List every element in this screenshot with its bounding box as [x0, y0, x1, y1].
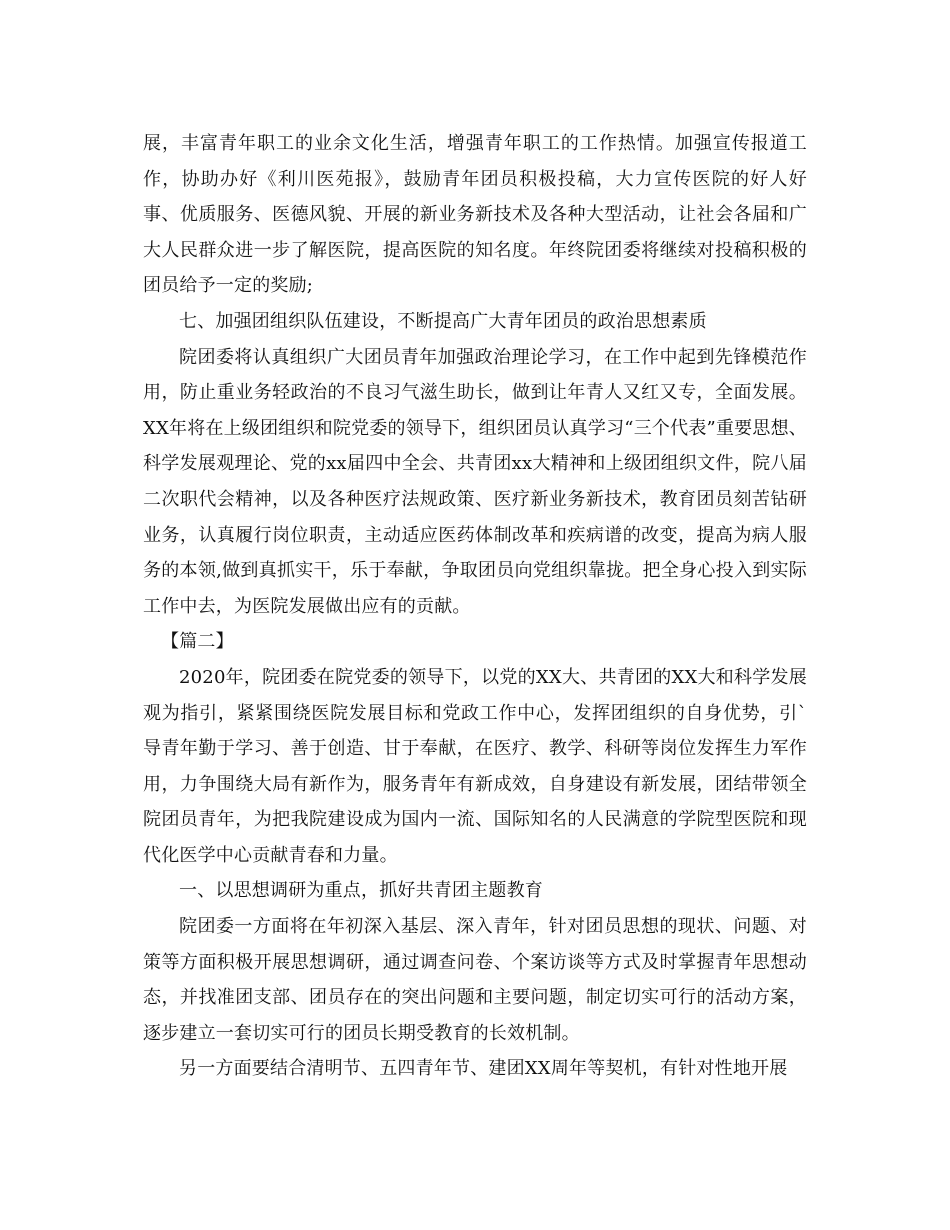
paragraph-2020-overview: 2020年，院团委在院党委的领导下，以党的XX大、共青团的XX大和科学发展观为指引，紧紧围绕医院发展目标和党政工作中心，发挥团组织的自身优势，引`导青年勤于学习、善于创造、甘于奉献，在医疗、教学、科研等岗位发挥生力军作用，力争围绕大局有新作为，服务青年有新成效，自身建设有新发展，团结带领全院团员青年，为把我院建设成为国内一流、国际知名的人民满意的学院型医院和现代化医学中心贡献青春和力量。 [143, 666, 807, 866]
section-heading-one: 一、以思想调研为重点，抓好共青团主题教育 [179, 880, 543, 902]
document-body [143, 126, 807, 1087]
paragraph-thought-research: 院团委一方面将在年初深入基层、深入青年，针对团员思想的现状、问题、对策等方面积极开展思想调研，通过调查问卷、个案访谈等方式及时掌握青年思想动态，并找准团支部、团员存在的突出问题和主要问题，制定切实可行的活动方案，逐步建立一套切实可行的团员长期受教育的长效机制。 [143, 916, 807, 1044]
paragraph-continuation: 展，丰富青年职工的业余文化生活，增强青年职工的工作热情。加强宣传报道工作，协助办好《利川医苑报》，鼓励青年团员积极投稿，大力宣传医院的好人好事、优质服务、医德风貌、开展的新业务新技术及各种大型活动，让社会各届和广大人民群众进一步了解医院，提高医院的知名度。年终院团委将继续对投稿积极的团员给予一定的奖励; [143, 133, 807, 297]
chapter-heading-part-two: 【篇二】 [161, 631, 234, 653]
paragraph-political-study: 院团委将认真组织广大团员青年加强政治理论学习，在工作中起到先锋模范作用，防止重业务轻政治的不良习气滋生助长，做到让年青人又红又专，全面发展。XX年将在上级团组织和院党委的领导下，组织团员认真学习“三个代表”重要思想、科学发展观理论、党的xx届四中全会、共青团xx大精神和上级团组织文件，院八届二次职代会精神，以及各种医疗法规政策、医疗新业务新技术，教育团员刻苦钻研业务，认真履行岗位职责，主动适应医药体制改革和疾病谱的改变，提高为病人服务的本领,做到真抓实干，乐于奉献，争取团员向党组织靠拢。把全身心投入到实际工作中去，为医院发展做出应有的贡献。 [143, 346, 807, 617]
paragraph-festival-activities: 另一方面要结合清明节、五四青年节、建团XX周年等契机，有针对性地开展 [179, 1058, 788, 1080]
section-heading-seven: 七、加强团组织队伍建设，不断提高广大青年团员的政治思想素质 [179, 310, 707, 332]
